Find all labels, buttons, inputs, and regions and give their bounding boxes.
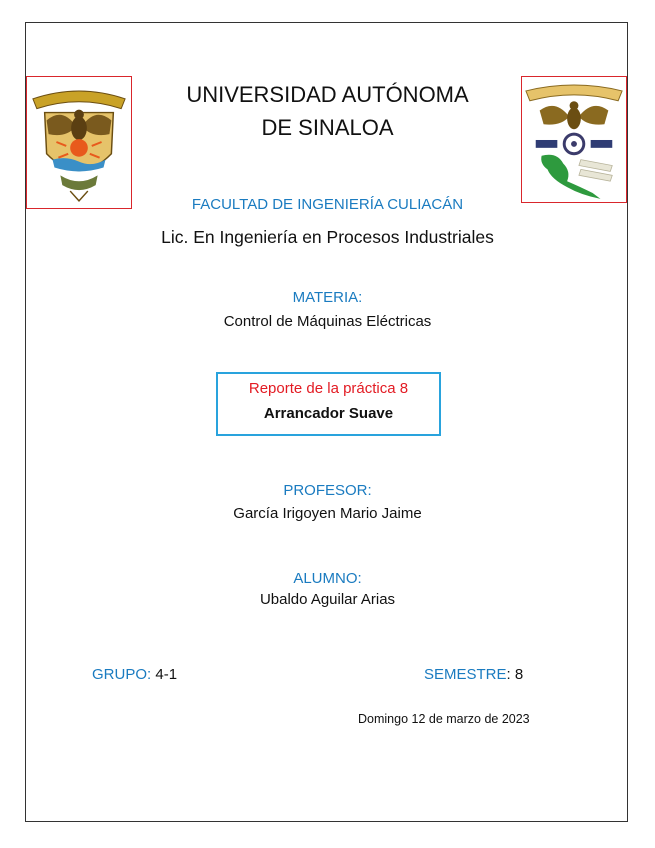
semester-separator: : (506, 666, 511, 683)
university-name-line1: UNIVERSIDAD AUTÓNOMA (186, 82, 469, 107)
degree-name: Lic. En Ingeniería en Procesos Industriales (161, 227, 494, 247)
report-box (216, 372, 441, 436)
subject-label: MATERIA: (292, 289, 363, 306)
professor-label: PROFESOR: (283, 482, 372, 499)
professor-value: García Irigoyen Mario Jaime (233, 505, 422, 522)
student-label: ALUMNO: (293, 570, 362, 587)
document-page (25, 22, 628, 822)
faculty-name: FACULTAD DE INGENIERÍA CULIACÁN (191, 196, 464, 213)
semester-value: 8 (514, 666, 524, 683)
university-name-line2: DE SINALOA (261, 115, 394, 140)
semester-field (424, 666, 523, 683)
group-label: GRUPO: (92, 666, 152, 683)
subject-value: Control de Máquinas Eléctricas (223, 313, 432, 330)
semester-label: SEMESTRE (424, 666, 507, 683)
report-title: Reporte de la práctica 8 (248, 380, 409, 397)
document-date: Domingo 12 de marzo de 2023 (358, 712, 530, 726)
university-name (26, 78, 629, 144)
report-subtitle: Arrancador Suave (263, 405, 394, 422)
group-field (92, 666, 177, 683)
group-value: 4-1 (155, 666, 178, 683)
student-value: Ubaldo Aguilar Arias (259, 591, 396, 608)
